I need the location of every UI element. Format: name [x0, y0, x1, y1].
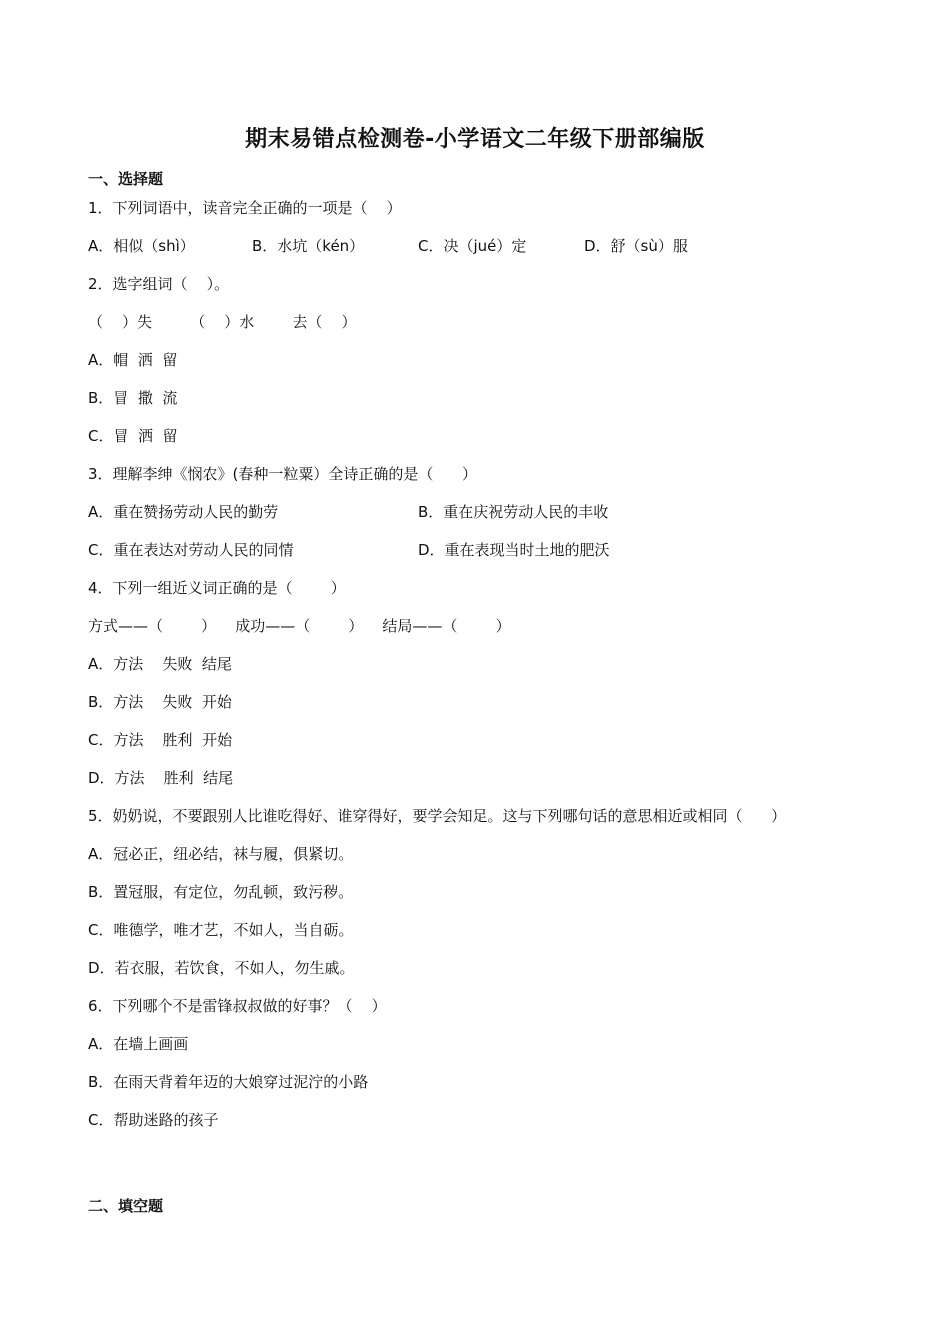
question-3-option-b: B．重在庆祝劳动人民的丰收	[418, 503, 609, 521]
question-2-option-c: C．冒 洒 留	[88, 427, 178, 445]
question-2-stem: 2．选字组词（ ）。	[88, 275, 230, 293]
question-1-option-a: A．相似（shì）	[88, 237, 195, 255]
question-3-option-d: D．重在表现当时土地的肥沃	[418, 541, 610, 559]
question-4-option-d: D．方法 胜利 结尾	[88, 769, 234, 787]
question-5-stem: 5．奶奶说，不要跟别人比谁吃得好、谁穿得好，要学会知足。这与下列哪句话的意思相近或相同（ ）	[88, 807, 787, 825]
question-2-blanks: （ ）失 （ ）水 去（ ）	[88, 313, 357, 331]
question-4-blanks: 方式——（ ） 成功——（ ） 结局——（ ）	[88, 617, 511, 635]
question-1-option-d: D．舒（sù）服	[584, 237, 688, 255]
question-2-option-a: A．帽 洒 留	[88, 351, 178, 369]
question-6-option-b: B．在雨天背着年迈的大娘穿过泥泞的小路	[88, 1073, 369, 1091]
question-3-option-a: A．重在赞扬劳动人民的勤劳	[88, 503, 279, 521]
page-title: 期末易错点检测卷-小学语文二年级下册部编版	[245, 127, 705, 152]
question-4-stem: 4．下列一组近义词正确的是（ ）	[88, 579, 346, 597]
question-6-stem: 6．下列哪个不是雷锋叔叔做的好事？（ ）	[88, 997, 387, 1015]
question-1-option-b: B．水坑（kén）	[252, 237, 365, 255]
question-4-option-c: C．方法 胜利 开始	[88, 731, 233, 749]
question-5-option-a: A．冠必正，纽必结，袜与履，俱紧切。	[88, 845, 354, 863]
question-3-option-c: C．重在表达对劳动人民的同情	[88, 541, 294, 559]
question-1-option-c: C．决（jué）定	[418, 237, 527, 255]
question-4-option-b: B．方法 失败 开始	[88, 693, 232, 711]
question-5-option-d: D．若衣服，若饮食，不如人，勿生戚。	[88, 959, 355, 977]
question-5-option-b: B．置冠服，有定位，勿乱顿，致污秽。	[88, 883, 354, 901]
question-5-option-c: C．唯德学，唯才艺，不如人，当自砺。	[88, 921, 354, 939]
question-2-option-b: B．冒 撒 流	[88, 389, 178, 407]
question-6-option-c: C．帮助迷路的孩子	[88, 1111, 219, 1129]
section-heading-choice: 一、选择题	[88, 170, 164, 188]
question-4-option-a: A．方法 失败 结尾	[88, 655, 232, 673]
section-heading-fill-in: 二、填空题	[88, 1197, 164, 1215]
question-1-stem: 1．下列词语中，读音完全正确的一项是（ ）	[88, 199, 402, 217]
question-3-stem: 3．理解李绅《悯农》(春种一粒粟）全诗正确的是（ ）	[88, 465, 478, 483]
question-6-option-a: A．在墙上画画	[88, 1035, 189, 1053]
